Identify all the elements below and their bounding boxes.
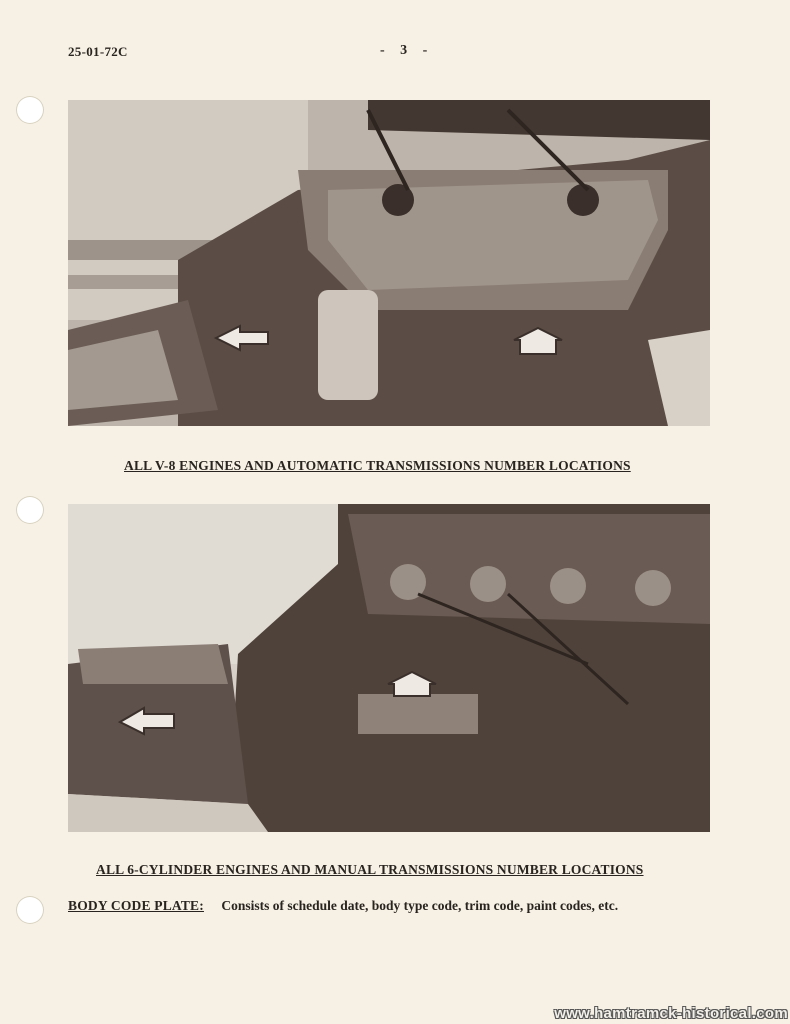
six-cylinder-photo-caption: ALL 6-CYLINDER ENGINES AND MANUAL TRANSMISSIONS NUMBER LOCATIONS (96, 862, 644, 877)
v8-engine-photo (68, 100, 710, 426)
body-code-plate-text: Consists of schedule date, body type code, trim code, paint codes, etc. (221, 898, 619, 913)
document-number: 25-01-72C (68, 44, 128, 59)
six-cylinder-engine-photo-image (68, 504, 710, 832)
v8-engine-photo-image (68, 100, 710, 426)
punch-hole-bottom (16, 896, 44, 924)
page-number: - 3 - (380, 43, 434, 58)
body-code-plate-paragraph (68, 898, 618, 914)
watermark: www.hamtramck-historical.com (554, 1005, 788, 1022)
body-code-plate-label: BODY CODE PLATE: (68, 898, 204, 913)
v8-photo-caption: ALL V-8 ENGINES AND AUTOMATIC TRANSMISSIONS NUMBER LOCATIONS (124, 458, 631, 473)
six-cylinder-engine-photo (68, 504, 710, 832)
punch-hole-middle (16, 496, 44, 524)
punch-hole-top (16, 96, 44, 124)
